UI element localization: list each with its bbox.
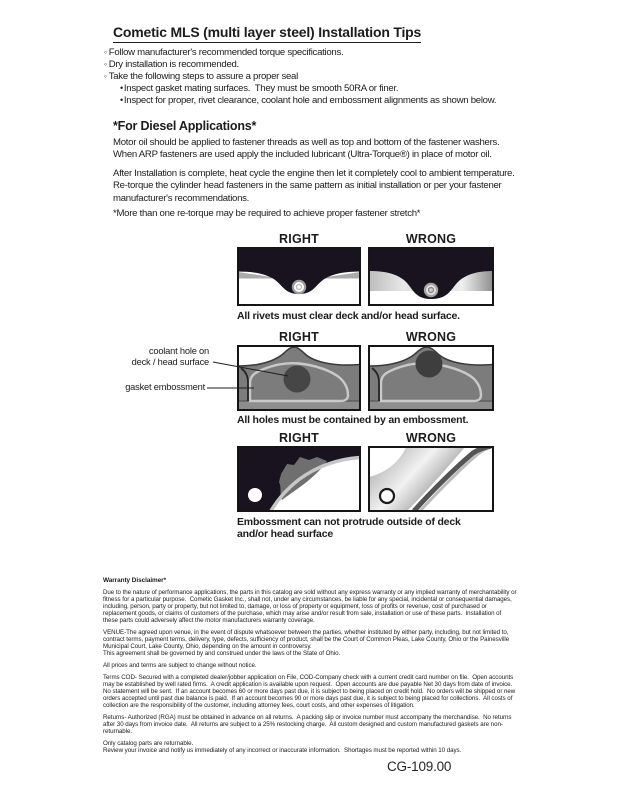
warranty-paragraph: Terms COD- Secured with a completed dealer/jobber application on File, COD-Company check with a current credit card number on file. Open accounts may be established by well rated firms. A credit application is available upon request. Open accounts are due payable Net 30 days from date of invoice. No statement will be sent. If an account becomes 60 or more days past due, it is subject to being placed on credit hold. No orders will be shipped or new orders accepted until past due balance is paid. If an account becomes 90 or more days past due, it is subject to being placed for collections. All costs of collection are the responsibility of the customer, including attorney fees, court costs, and other expenses of litigation. [103,674,517,709]
tip-text: Dry installation is recommended. [108,59,239,70]
fig1-wrong-label: WRONG [405,232,457,246]
fig3-right-illustration [237,446,361,512]
fig3-right-label: RIGHT [279,431,319,445]
list-item [120,94,574,106]
list-item [104,46,574,58]
fig1-right-illustration [237,247,361,306]
fig2-wrong-label: WRONG [405,330,457,344]
list-item [120,82,574,94]
bolt-hole-icon [380,489,394,503]
warranty-paragraph: Due to the nature of performance applications, the parts in this catalog are sold without any express warranty or any implied warranty of merchantability or fitness for a particular purpose. Cometic Gasket Inc., shall not, under any circumstances, be liable for any special, incidental or consequential damages, including, person, party or property, but not limited to, damage, or loss of property or equipment, loss of profits or revenue, cost of purchased or replacement goods, or claims of customers of the purchase, which may arise and/or result from sale, installation or use of these parts. Installation of these parts could adversely affect the motor manufacturers warranty coverage. [103,589,519,624]
diesel-section-heading: *For Diesel Applications* [113,119,257,133]
fig1-right-label: RIGHT [279,232,319,246]
warranty-section [103,577,517,759]
tip-text: Follow manufacturer's recommended torque specifications. [108,47,344,58]
bolt-hole-icon [248,488,262,502]
fig3-caption: Embossment can not protrude outside of deck and/or head surface [237,516,461,540]
warranty-heading: Warranty Disclaimer* [103,577,167,584]
fig1-wrong-illustration [368,247,494,306]
callout-text: deck / head surface [131,356,209,367]
fig1-caption: All rivets must clear deck and/or head surface. [237,310,460,322]
retorque-note: *More than one re-torque may be required to achieve proper fastener stretch* [113,208,421,219]
tip-text: Inspect gasket mating surfaces. They must be smooth 50RA or finer. [123,83,399,94]
coolant-hole-icon [284,366,311,393]
fig2-wrong-illustration [368,345,494,411]
diesel-paragraph-2: After Installation is complete, heat cycle the engine then let it completely cool to ambient temperature. Re-torque the cylinder head fasteners in the same pattern as initial installation or per your fastener manufacturer's recommendations. [113,168,517,204]
warranty-paragraph: Only catalog parts are returnable. [103,740,194,747]
diesel-paragraph-1: Motor oil should be applied to fastener threads as well as top and bottom of the fastener washers. When ARP fasteners are used apply the included lubricant (Ultra-Torque®) in place of motor oil. [113,137,502,161]
warranty-paragraph: All prices and terms are subject to change without notice. [103,662,257,669]
disc-bullet-icon: • [120,83,123,93]
tip-text: Inspect for proper, rivet clearance, coolant hole and embossment alignments as shown below. [123,95,497,106]
page-title: Cometic MLS (multi layer steel) Installation Tips [113,24,421,43]
tip-text: Take the following steps to assure a proper seal [108,71,298,82]
fig2-caption: All holes must be contained by an embossment. [237,414,469,426]
list-item [104,58,574,70]
coolant-hole-icon [416,351,443,378]
warranty-paragraph: This agreement shall be governed by and construed under the laws of the State of Ohio. [103,650,341,657]
installation-tips-list [104,46,574,106]
warranty-paragraph: Review your invoice and notify us immediately of any incorrect or inaccurate information. Shortages must be reported within 10 days. [103,747,462,754]
fig2-right-illustration [237,345,361,411]
page-number: CG-109.00 [387,759,452,774]
circle-bullet-icon: ◦ [104,71,107,81]
warranty-paragraph: VENUE-The agreed upon venue, in the event of dispute whatsoever between the parties, whether instituted by either party, including, but not limited to, contract terms, payment terms, delivery, type, defects, sufficiency of product, shall be the Court of Common Pleas, Lake County, Ohio or the Painesville Municipal Court, Lake County, Ohio, depending on the amount in controversy. [103,629,511,650]
callout-text: coolant hole on [148,346,209,356]
fig3-wrong-label: WRONG [405,431,457,445]
warranty-paragraph: Returns- Authorized (RGA) must be obtained in advance on all returns. A packing slip or invoice number must accompany the merchandise. No returns after 30 days from invoice date. All returns are subject to a 25% restocking charge. All custom designed and custom manufactured gaskets are non-returnable. [103,714,514,735]
circle-bullet-icon: ◦ [104,59,107,69]
rivet-icon [424,283,438,297]
disc-bullet-icon: • [120,95,123,105]
circle-bullet-icon: ◦ [104,47,107,57]
coolant-hole-callout [132,346,209,367]
fig3-wrong-illustration [368,446,494,512]
rivet-icon [292,280,306,294]
fig2-right-label: RIGHT [279,330,319,344]
callout-text: gasket embossment [125,382,205,392]
list-item [104,70,574,82]
gasket-embossment-callout [125,382,205,393]
